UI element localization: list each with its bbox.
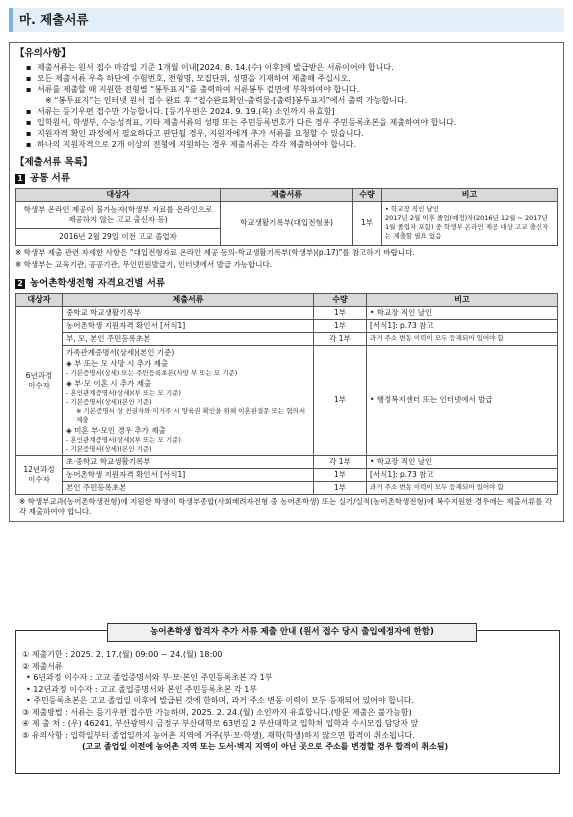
remark-cell: • 학교장 직인 날인: [367, 455, 558, 468]
note-item: ▪ 제출서류는 원서 접수 마감일 기준 1개월 이내[2024. 8. 14.(수) 이후]에 발급받은 서류이어야 합니다.: [37, 62, 558, 73]
qty-cell: 1부: [353, 201, 382, 245]
note-item: ▪ 서류를 제출할 때 지원한 전형별 “봉투표지”를 출력하여 서류봉투 겉면에 부착하여야 합니다.: [37, 84, 558, 95]
family-line: - 기본증명서(상세) 또는 주민등록초본(사망 부 또는 모 기준): [66, 368, 238, 377]
notes-list-2: [15, 106, 558, 150]
section2-title: 농어촌학생전형 자격요건별 서류: [30, 277, 166, 289]
info-line: ④ 제 출 처 : (우) 46241, 부산광역시 금정구 부산대학로 63번길 2 부산대학교 입학처 입학과 수시모집 담당자 앞: [22, 719, 419, 728]
qty-cell: 각 1부: [314, 455, 367, 468]
section1-title: 공통 서류: [30, 172, 71, 184]
col-header: 비고: [367, 293, 558, 306]
footnote: ※ 학생부는 교육기관, 공공기관, 무인민원발급기, 인터넷에서 발급 가능합니다.: [15, 259, 273, 269]
page: [9, 8, 564, 522]
doc-cell: 학교생활기록부(대입전형용): [221, 201, 353, 245]
section-title: [9, 8, 564, 32]
doc-cell: 부, 모, 본인 주민등록초본: [63, 332, 314, 345]
family-line: ※ 기본증명서 상 친권자와 미거주 시 양육권 확인을 위해 이혼판결문 또는 협의서 제출: [76, 406, 306, 424]
qty-cell: 각 1부: [314, 332, 367, 345]
qty-cell: 1부: [314, 319, 367, 332]
col-header: 제출서류: [63, 293, 314, 306]
col-header: 비고: [382, 188, 558, 201]
group-12yr: 12년과정 이수자: [16, 455, 63, 494]
family-line: - 혼인관계증명서(상세)(부 또는 모 기준): [66, 388, 181, 397]
qty-cell: 1부: [314, 468, 367, 481]
section2-heading: [15, 278, 558, 290]
remark-cell: • 행정복지센터 또는 인터넷에서 발급: [367, 345, 558, 455]
note-item: ▪ 지원자격 확인 과정에서 필요하다고 판단될 경우, 지원자에게 추가 서류를 요청할 수 있습니다.: [37, 128, 558, 139]
section1-heading: [15, 173, 558, 185]
family-line: 가족관계증명서(상세)(본인 기준): [66, 347, 175, 357]
rural-additional-docs-box: [15, 627, 560, 774]
doc-cell: 농어촌학생 지원자격 확인서 [서식1]: [63, 468, 314, 481]
col-header: 수량: [353, 188, 382, 201]
remark-cell: 과거 주소 변동 이력이 모두 등재되어 있어야 함: [367, 481, 558, 494]
note-item: ▪ 입학원서, 학생부, 수능성적표, 기타 제출서류의 성명 또는 주민등록번호가 다른 경우 주민등록초본을 제출하여야 합니다.: [37, 117, 558, 128]
info-line: ② 제출서류: [22, 661, 63, 671]
doc-cell: 농어촌학생 지원자격 확인서 [서식1]: [63, 319, 314, 332]
qty-cell: 1부: [314, 306, 367, 319]
footnote: ※ 학생부 제출 관련 자세한 사항은 “대입전형자료 온라인 제공 동의-학교생활기록부(학생부)(p.17)”를 참고하기 바랍니다.: [15, 247, 415, 257]
family-docs-cell: [63, 345, 314, 455]
doc-cell: 본인 주민등록초본: [63, 481, 314, 494]
docs-heading: 【제출서류 목록】: [15, 156, 93, 168]
col-header: 대상자: [16, 188, 221, 201]
section-title-text: 마. 제출서류: [19, 12, 89, 28]
family-line: - 기본증명서(상세)(본인 기준): [66, 444, 152, 453]
target-cell: 2016년 2월 29일 이전 고교 졸업자: [16, 228, 221, 245]
doc-cell: 중학교 학교생활기록부: [63, 306, 314, 319]
info-line: (고교 졸업일 이전에 농어촌 지역 또는 도서·벽지 지역이 아닌 곳으로 주소를 변경할 경우 합격이 취소됨): [82, 742, 449, 751]
remark-line: 2017년 2월 이후 졸업(예정)자(2016년 12월 ~ 2017년 1월 졸업자 포함) 중 학생부 온라인 제공 대상 고교 출신자는 제출할 필요 없음: [385, 214, 549, 241]
doc-cell: 초·중학교 학교생활기록부: [63, 455, 314, 468]
info-line: • 주민등록초본은 고교 졸업일 이후에 발급된 것에 한하며, 과거 주소 변동 이력이 모두 등재되어 있어야 합니다.: [26, 696, 414, 705]
documents-box: [9, 42, 564, 522]
remark-cell: [서식1]: p.73 참고: [367, 319, 558, 332]
info-line: • 6년과정 이수자 : 고교 졸업증명서와 부·모·본인 주민등록초본 각 1부: [26, 673, 273, 682]
bottom-title: 농어촌학생 합격자 추가 서류 제출 안내 (원서 접수 당시 출입예정자에 한함): [107, 623, 477, 642]
target-cell: 학생부 온라인 제공이 불가능자(학생부 자료를 온라인으로 제공하지 않는 고교 출신자 등): [16, 201, 221, 228]
family-line: - 기본증명서(상세)(본인 기준): [66, 397, 152, 406]
rural-docs-table: [15, 293, 558, 495]
info-line: • 12년과정 이수자 : 고교 졸업증명서와 본인 주민등록초본 각 1부: [26, 684, 258, 694]
qty-cell: 1부: [314, 345, 367, 455]
note-sub: ※ “봉투표지”는 인터넷 원서 접수 완료 후 “접수완료확인-출력물-[출력]봉투표지”에서 출력 가능합니다.: [45, 95, 408, 105]
remark-cell: [서식1]: p.73 참고: [367, 468, 558, 481]
common-docs-table: [15, 188, 558, 246]
notes-heading: 【유의사항】: [15, 48, 71, 59]
remark-cell: 과거 주소 변동 이력이 모두 등재되어 있어야 함: [367, 332, 558, 345]
footnote: ※ 학생부교과(농어촌학생전형)에 지원한 학생이 학생부종합(사회배려자전형 중 농어촌학생) 또는 실기/실적(농어촌학생전형)에 복수지원한 경우에는 제출서류를 각각 제출하여야 합니다.: [19, 496, 553, 516]
group-6yr: 6년과정 이수자: [16, 306, 63, 455]
family-line: - 혼인관계증명서(상세)(부 또는 모 기준): [66, 435, 181, 444]
family-line: ◈ 미혼 부·모인 경우 추가 제출: [66, 425, 166, 435]
bottom-body: [22, 649, 555, 753]
info-line: ③ 제출방법 : 서류는 등기우편 접수만 가능하며, 2025. 2. 24.(월) 소인까지 유효합니다.(방문 제출은 불가능함): [22, 707, 412, 717]
note-item: ▪ 서류는 등기우편 접수만 가능합니다. [등기우편은 2024. 9. 19.(목) 소인까지 유효함]: [37, 106, 558, 117]
remark-cell: • 학교장 직인 날인: [367, 306, 558, 319]
info-line: ① 제출기한 : 2025. 2. 17.(월) 09:00 ~ 24.(월) 18:00: [22, 650, 223, 659]
remark-cell: [382, 201, 558, 245]
note-item: ▪ 모든 제출서류 우측 하단에 수험번호, 전형명, 모집단위, 성명을 기재하여 제출해 주십시오.: [37, 73, 558, 84]
remark-line: • 학교장 직인 날인: [385, 205, 439, 214]
note-item: ▪ 하나의 지원자격으로 2개 이상의 전형에 지원하는 경우 제출서류는 각각 제출하여야 합니다.: [37, 139, 558, 150]
col-header: 대상자: [16, 293, 63, 306]
qty-cell: 1부: [314, 481, 367, 494]
notes-list: [15, 62, 558, 95]
info-line: ⑤ 유의사항 : 입학일부터 졸업일까지 농어촌 지역에 거주(부·모·학생), 재학(학생)하지 않으면 합격이 취소됩니다.: [22, 730, 415, 740]
col-header: 제출서류: [221, 188, 353, 201]
section2-number: 2: [15, 279, 25, 289]
section1-number: 1: [15, 174, 25, 184]
family-line: ◈ 부·모 이혼 시 추가 제출: [66, 378, 152, 388]
family-line: ◈ 부 또는 모 사망 시 추가 제출: [66, 358, 169, 368]
col-header: 수량: [314, 293, 367, 306]
